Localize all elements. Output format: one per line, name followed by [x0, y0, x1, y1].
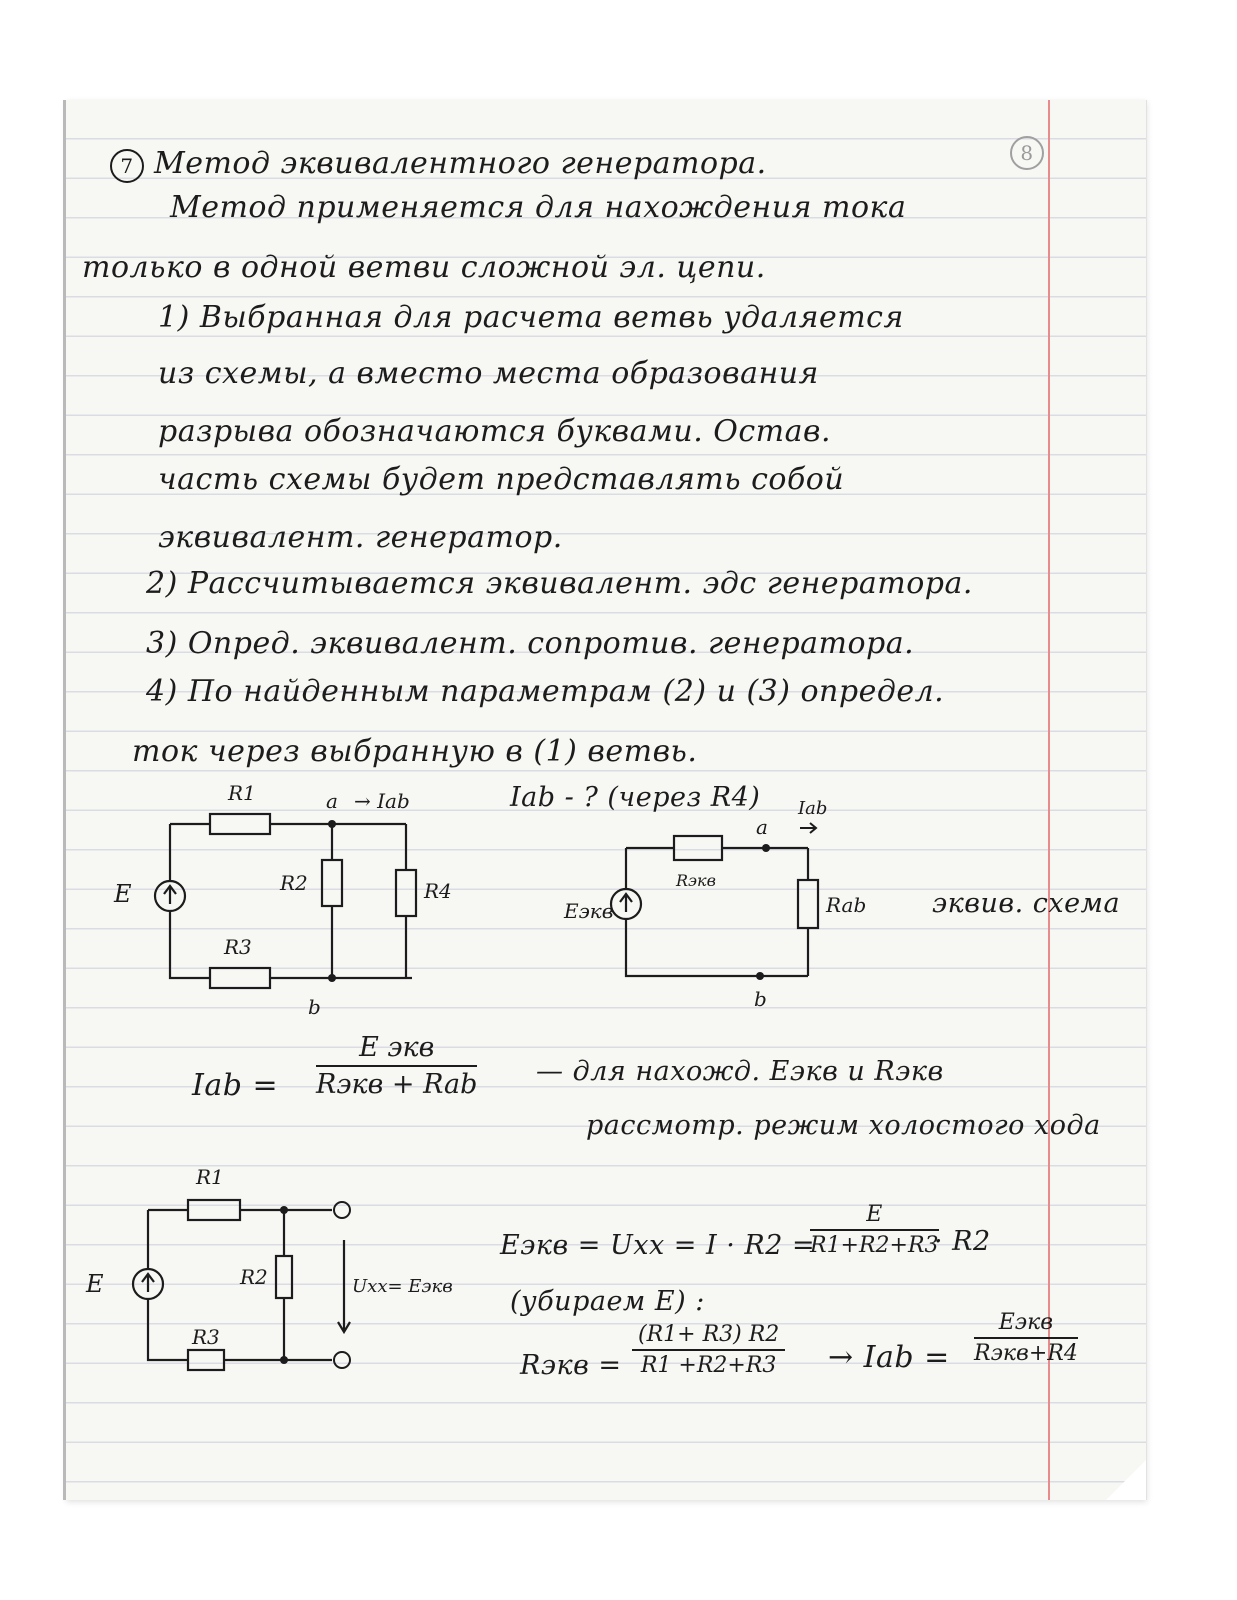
- c2-label-a: a: [756, 815, 768, 839]
- formula3-arrow: → Iab =: [828, 1340, 950, 1375]
- c1-label-r4: R4: [424, 879, 452, 903]
- formula2-denominator: R1+R2+R3: [810, 1233, 939, 1258]
- c2-label-current: Iab: [798, 798, 828, 819]
- circuit2-caption: эквив. схема: [932, 888, 1121, 919]
- c1-label-b: b: [308, 995, 321, 1019]
- section-heading: [110, 146, 767, 183]
- margin-line: [1048, 100, 1050, 1500]
- formula2-tail: · R2: [934, 1226, 991, 1257]
- c3-label-r1: R1: [196, 1165, 224, 1189]
- notebook-page: [66, 100, 1147, 1500]
- formula3-denominator: R1 +R2+R3: [640, 1353, 777, 1378]
- c1-label-r1: R1: [228, 781, 256, 805]
- formula3-numerator: (R1+ R3) R2: [632, 1322, 785, 1351]
- formula1-fraction: [316, 1032, 477, 1100]
- formula1-numerator: E экв: [316, 1032, 477, 1067]
- formula2-lhs: Eэкв = Uxx = I · R2 =: [500, 1230, 816, 1261]
- c2-label-ekv: Eэкв: [564, 899, 614, 923]
- formula2-fraction: [810, 1202, 939, 1258]
- formula3-result-fraction: [974, 1310, 1078, 1366]
- c1-label-r3: R3: [224, 935, 252, 959]
- c2-label-b: b: [754, 987, 767, 1011]
- text-line-7: эквивалент. генератор.: [158, 520, 563, 555]
- c1-label-a: a: [326, 789, 338, 813]
- text-line-3: 1) Выбранная для расчета ветвь удаляется: [158, 300, 904, 335]
- formula1-lhs: Iab =: [192, 1068, 279, 1103]
- formula3-note: (убираем E) :: [510, 1286, 705, 1317]
- circuit-diagram-1: [106, 778, 506, 1018]
- text-line-1: Метод применяется для нахождения тока: [170, 190, 907, 225]
- c3-label-r2: R2: [240, 1265, 268, 1289]
- formula3-result-numerator: Eэкв: [974, 1310, 1078, 1339]
- c3-label-uxx: Uxx= Eэкв: [352, 1276, 453, 1297]
- text-line-4: из схемы, а вместо места образования: [158, 356, 819, 391]
- text-line-9: 3) Опред. эквивалент. сопротив. генератора.: [146, 626, 915, 661]
- c3-label-r3: R3: [192, 1325, 220, 1349]
- text-line-6: часть схемы будет представлять собой: [158, 462, 845, 497]
- circuit-diagram-3: [76, 1160, 453, 1410]
- circuit2-question: Iab - ? (через R4): [510, 782, 761, 813]
- formula3-lhs: Rэкв =: [520, 1350, 622, 1381]
- circuit-diagram-2: [546, 800, 886, 1020]
- formula1-note2: рассмотр. режим холостого хода: [586, 1110, 1101, 1141]
- text-line-10: 4) По найденным параметрам (2) и (3) определ.: [146, 674, 945, 709]
- text-line-2: только в одной ветви сложной эл. цепи.: [82, 250, 766, 285]
- section-number: 7: [110, 149, 144, 183]
- text-line-8: 2) Рассчитывается эквивалент. эдс генератора.: [146, 566, 973, 601]
- formula3-fraction: [632, 1322, 785, 1378]
- heading-text: Метод эквивалентного генератора.: [154, 146, 767, 181]
- formula2-numerator: E: [810, 1202, 939, 1231]
- formula1-note1: — для нахожд. Eэкв и Rэкв: [536, 1056, 944, 1087]
- right-margin-number: 8: [1010, 136, 1054, 170]
- c1-label-current: → Iab: [354, 789, 410, 813]
- c2-label-rab: Rab: [826, 893, 867, 917]
- page-corner-fold: [1106, 1460, 1146, 1500]
- text-line-5: разрыва обозначаются буквами. Остав.: [158, 414, 831, 449]
- formula3-result-denominator: Rэкв+R4: [974, 1341, 1078, 1366]
- c1-label-e: E: [114, 880, 132, 908]
- formula1-denominator: Rэкв + Rab: [316, 1069, 478, 1100]
- c3-label-e: E: [86, 1270, 104, 1298]
- c2-label-rekv: Rэкв: [676, 871, 716, 890]
- text-line-11: ток через выбранную в (1) ветвь.: [132, 734, 698, 769]
- c1-label-r2: R2: [280, 871, 308, 895]
